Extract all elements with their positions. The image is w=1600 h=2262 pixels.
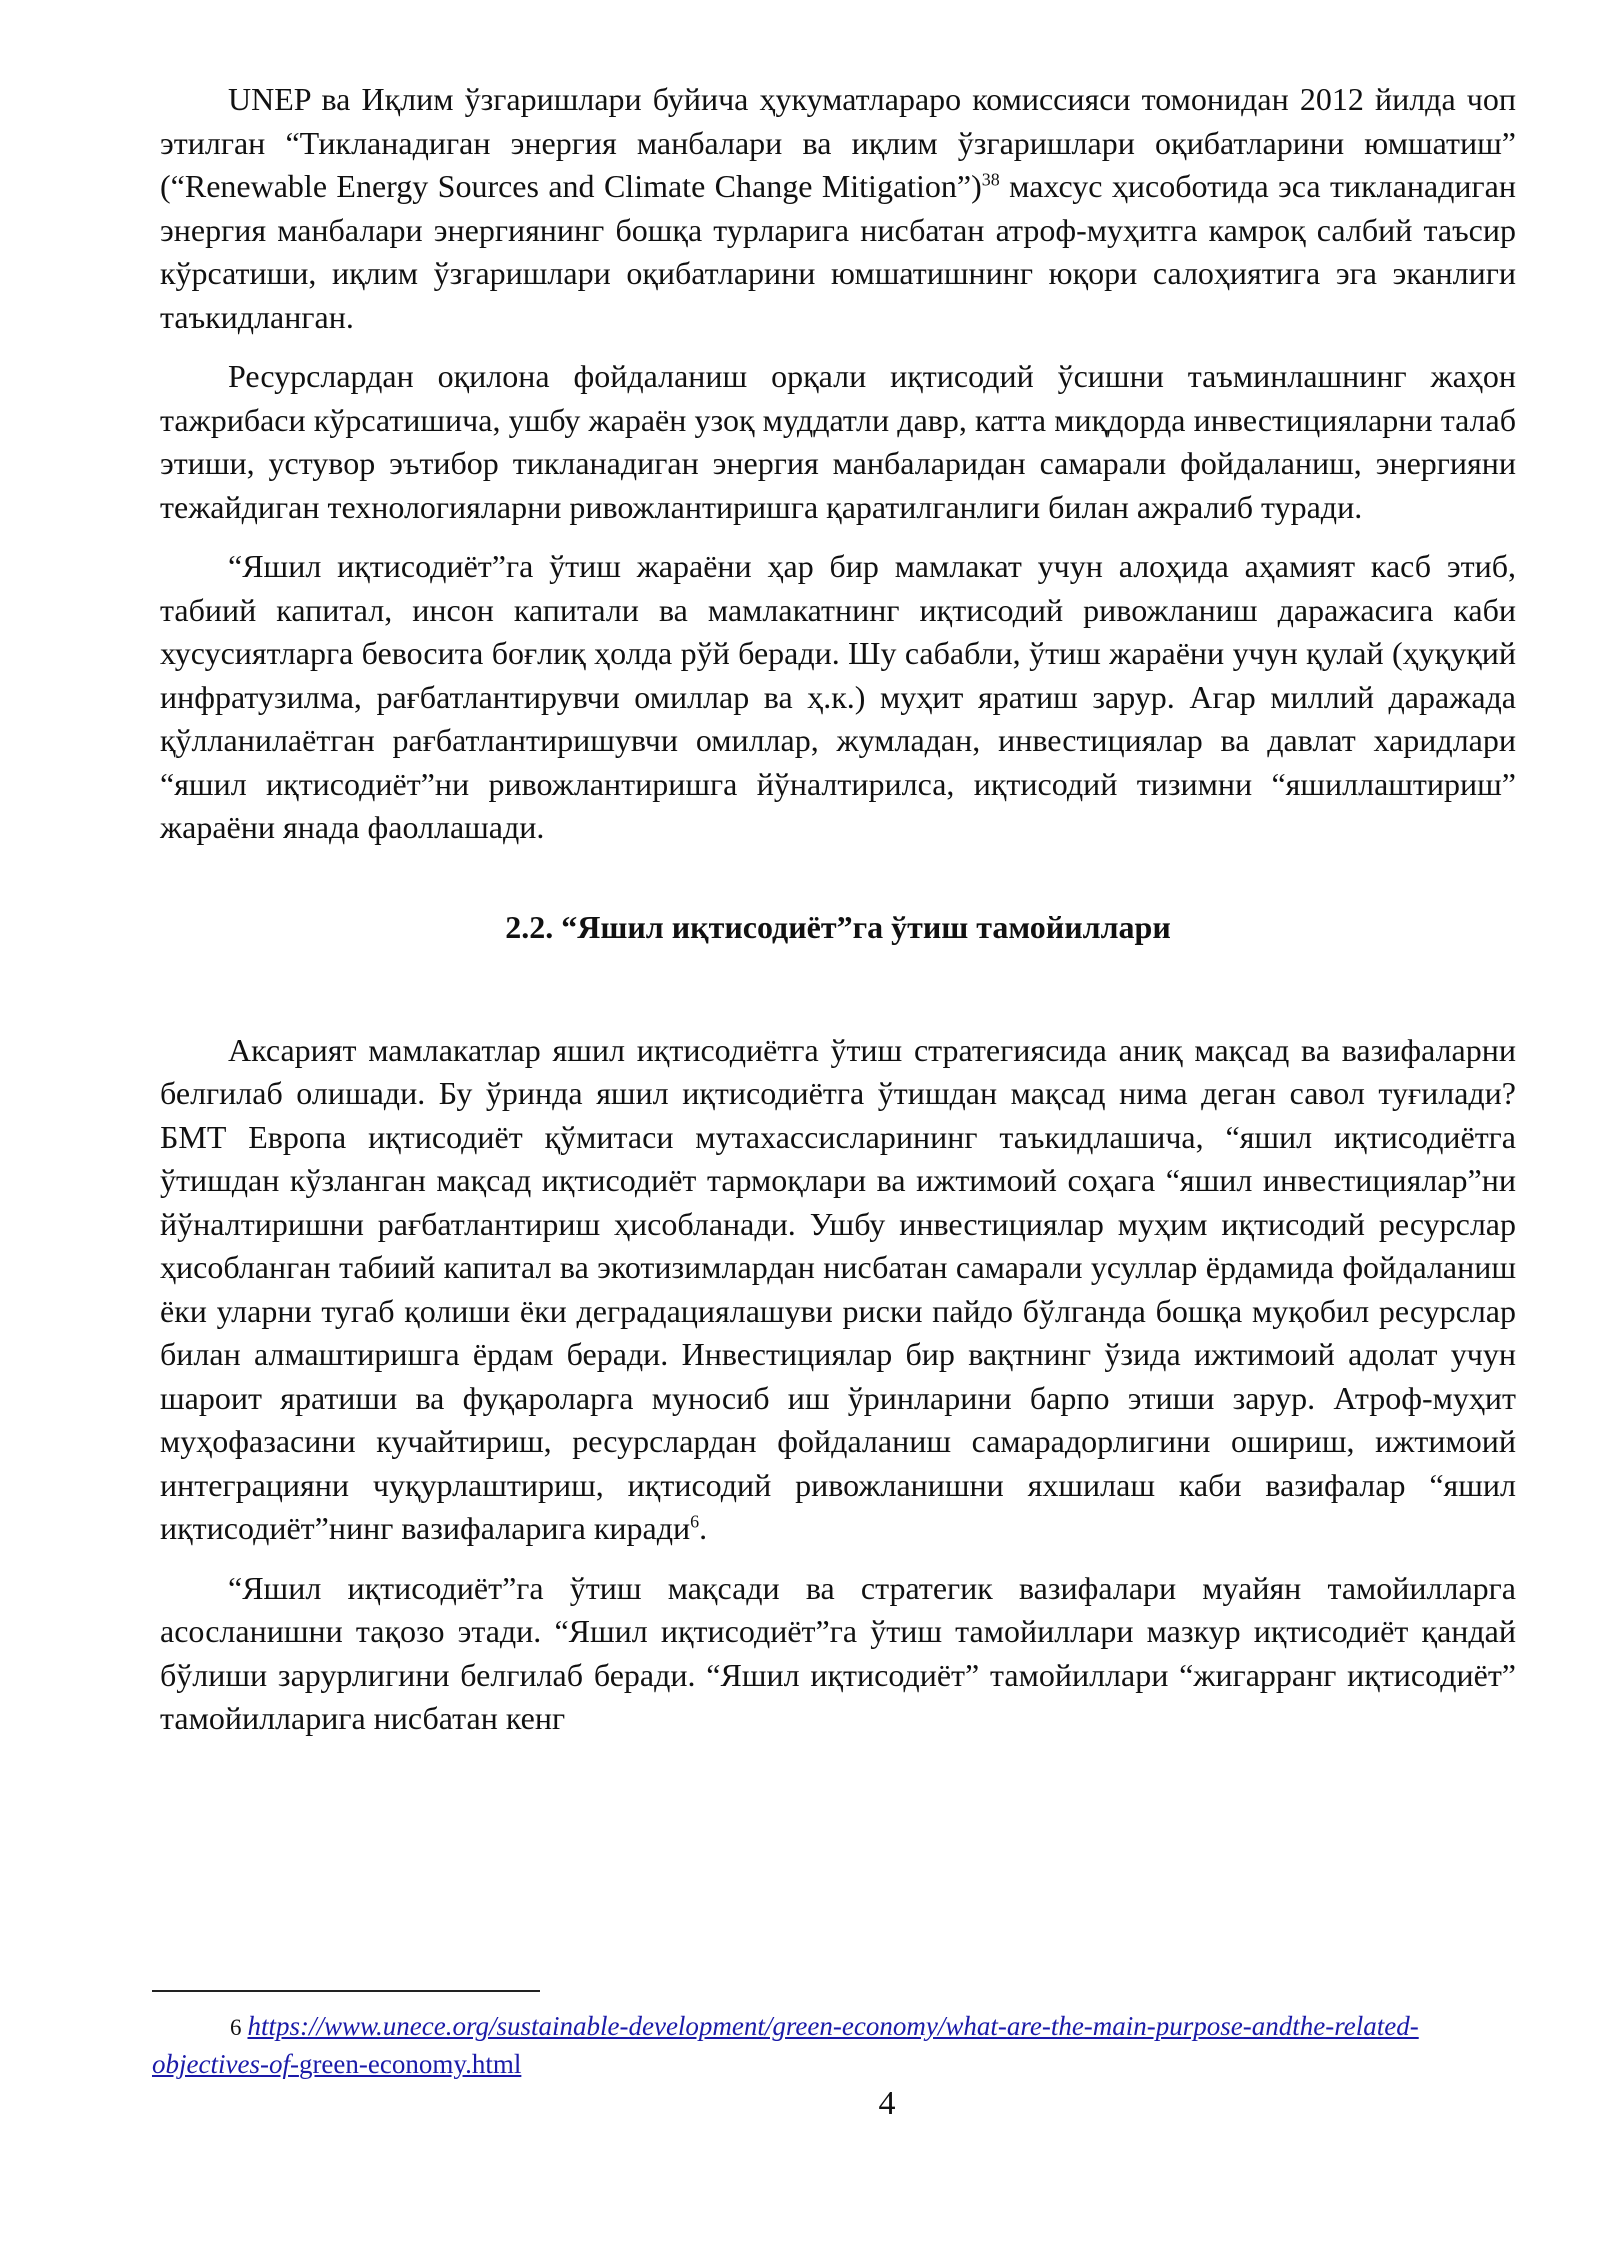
paragraph-5: “Яшил иқтисодиёт”га ўтиш мақсади ва стратегик вазифалари муайян тамойилларга асосланишни тақозо этади. “Яшил иқтисодиёт”га ўтиш тамойиллари мазкур иқтисодиёт қандай бўлиши зарурлигини белгилаб беради. “Яшил иқтисодиёт” тамойиллари “жигарранг иқтисодиёт” тамойилларига нисбатан кенг (160, 1569, 1516, 1736)
footnote-separator (152, 1990, 540, 1992)
paragraph-2: Ресурслардан оқилона фойдаланиш орқали иқтисодий ўсишни таъминлашнинг жаҳон тажрибаси кўрсатишича, ушбу жараён узоқ муддатли давр, катта миқдорда инвестицияларни талаб этиши, устувор эътибор тикланадиган энергия манбаларидан самарали фойдаланиш, энергияни тежайдиган технологияларни ривожлантиришга қаратилганлиги билан ажралиб туради. (160, 358, 1516, 525)
footnote (152, 2008, 1516, 2082)
footnote-link-italic: https://www.unece.org/sustainable-development/green-economy/what-are-the-main-purpose-andthe-related-objectives-of- (152, 2011, 1419, 2079)
paragraph-3: “Яшил иқтисодиёт”га ўтиш жараёни ҳар бир мамлакат учун алоҳида аҳамият касб этиб, табиий капитал, инсон капитали ва мамлакатнинг иқтисодий ривожланиш даражасига каби хусусиятларга бевосита боғлиқ ҳолда рўй беради. Шу сабабли, ўтиш жараёни учун қулай (ҳуқуқий инфратузилма, рағбатлантирувчи омиллар ва ҳ.к.) муҳит яратиш зарур. Агар миллий даражада қўлланилаётган рағбатлантиришувчи омиллар, жумладан, инвестициялар ва давлат харидлари “яшил иқтисодиёт”ни ривожлантиришга йўналтирилса, иқтисодий тизимни “яшиллаштириш” жараёни янада фаоллашади. (160, 548, 1516, 845)
document-page (160, 78, 1516, 1757)
page-number: 4 (878, 2085, 896, 2122)
paragraph-1-tail: махсус ҳисоботида эса тикланадиган энергия манбалари энергиянинг бошқа турларига нисбатан атроф-муҳитга камроқ салбий таъсир кўрсатиши, иқлим ўзгаришлари оқибатларини юмшатишнинг юқори салоҳиятига эга эканлиги таъкидланган. (160, 168, 1516, 335)
section-heading: 2.2. “Яшил иқтисодиёт”га ўтиш тамойиллари (505, 908, 1171, 945)
footnote-number: 6 (230, 2015, 242, 2040)
footnote-ref-6: 6 (690, 1511, 700, 1532)
paragraph-4 (160, 1029, 1516, 1551)
footnote-link-plain: green-economy.html (298, 2049, 522, 2079)
paragraph-4-text: Аксарият мамлакатлар яшил иқтисодиётга ўтиш стратегиясида аниқ мақсад ва вазифаларни белгилаб олишади. Бу ўринда яшил иқтисодиётга ўтишдан мақсад нима деган савол туғилади? БМТ Европа иқтисодиёт қўмитаси мутахассисларининг таъкидлашича, “яшил иқтисодиётга ўтишдан кўзланган мақсад иқтисодиёт тармоқлари ва ижтимоий соҳага “яшил инвестициялар”ни йўналтиришни рағбатлантириш ҳисобланади. Ушбу инвестициялар муҳим иқтисодий ресурслар ҳисобланган табиий капитал ва экотизимлардан нисбатан самарали усуллар ёрдамида фойдаланиш ёки уларни тугаб қолиши ёки деградациялашуви риски пайдо бўлганда бошқа муқобил ресурслар билан алмаштиришга ёрдам беради. Инвестициялар бир вақтнинг ўзида ижтимоий адолат учун шароит яратиши ва фуқароларга муносиб иш ўринларини барпо этиши зарур. Атроф-муҳит муҳофазасини кучайтириш, ресурслардан фойдаланиш самарадорлигини ошириш, ижтимоий интеграцияни чуқурлаштириш, иқтисодий ривожланишни яхшилаш каби вазифалар “яшил иқтисодиёт”нинг вазифаларига киради (160, 1031, 1516, 1546)
footnote-ref-38: 38 (981, 169, 1000, 190)
paragraph-4-tail: . (699, 1510, 708, 1546)
footnote-link[interactable] (152, 2011, 1419, 2079)
paragraph-1-text: UNEP ва Иқлим ўзгаришлари буйича ҳукуматлараро комиссияси томонидан 2012 йилда чоп этилган “Тикланадиган энергия манбалари ва иқлим ўзгаришлари оқибатларини юмшатиш” (“Renewable Energy Sources and Climate Change Mitigation”) (160, 81, 1516, 204)
paragraph-1 (160, 78, 1516, 339)
